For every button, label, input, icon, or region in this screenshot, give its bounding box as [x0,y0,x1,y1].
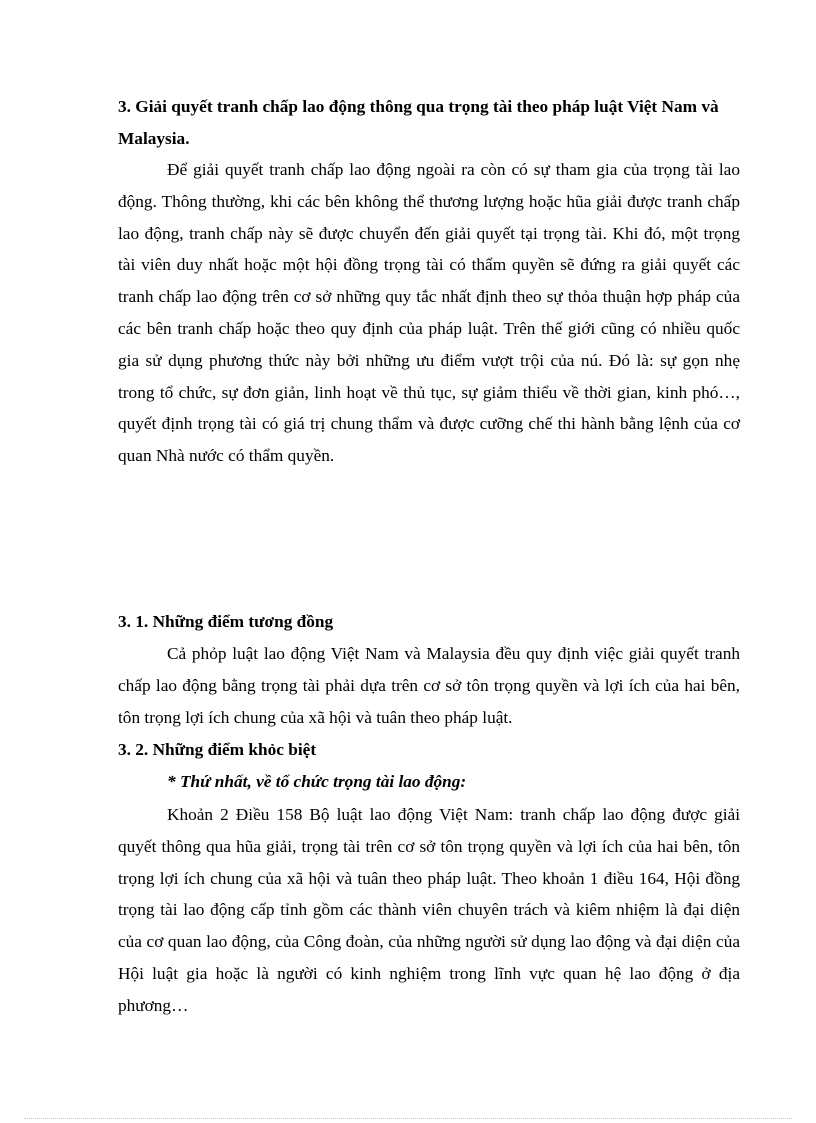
page-bottom-divider [24,1118,792,1119]
section-3-heading: 3. Giải quyết tranh chấp lao động thông qua trọng tài theo pháp luật Việt Nam và Malaysia. [118,97,719,148]
section-3-paragraph: Để giải quyết tranh chấp lao động ngoài ra còn có sự tham gia của trọng tài lao động. Thông thường, khi các bên không thể thương lượng hoặc hũa giải được tranh chấp lao động, tranh chấp này sẽ được chuyển đến giải quyết tại trọng tài. Khi đó, một trọng tài viên duy nhất hoặc một hội đồng trọng tài có thẩm quyền sẽ đứng ra giải quyết các tranh chấp lao động trên cơ sở những quy tắc nhất định theo sự thỏa thuận hợp pháp của các bên tranh chấp hoặc theo quy định của pháp luật. Trên thế giới cũng có nhiều quốc gia sử dụng phương thức này bởi những ưu điểm vượt trội của nú. Đó là: sự gọn nhẹ trong tổ chức, sự đơn giản, linh hoạt về thủ tục, sự giảm thiểu về thời gian, kinh phó…, quyết định trọng tài có giá trị chung thẩm và được cưỡng chế thi hành bằng lệnh của cơ quan Nhà nước có thẩm quyền. [118,160,740,466]
section-3-2-subheading: * Thứ nhất, về tổ chức trọng tài lao động: [167,772,467,791]
section-3-2-paragraph: Khoản 2 Điều 158 Bộ luật lao động Việt Nam: tranh chấp lao động được giải quyết thông qua hũa giải, trọng tài trên cơ sở tôn trọng quyền và lợi ích của hai bên, tôn trọng lợi ích chung của xã hội và tuân theo pháp luật. Theo khoản 1 điều 164, Hội đồng trọng tài lao động cấp tỉnh gồm các thành viên chuyên trách và kiêm nhiệm là đại diện của cơ quan lao động, của Công đoàn, của những người sử dụng lao động và đại diện của Hội luật gia hoặc là người có kinh nghiệm trong lĩnh vực quan hệ lao động ở địa phương… [118,805,740,1015]
section-3-2-heading: 3. 2. Những điểm khỏc biệt [118,740,317,759]
section-3-1-paragraph: Cả phỏp luật lao động Việt Nam và Malaysia đều quy định việc giải quyết tranh chấp lao động bằng trọng tài phải dựa trên cơ sở tôn trọng quyền và lợi ích của hai bên, tôn trọng lợi ích chung của xã hội và tuân theo pháp luật. [118,644,740,727]
section-3-1-heading: 3. 1. Những điểm tương đồng [118,612,334,631]
